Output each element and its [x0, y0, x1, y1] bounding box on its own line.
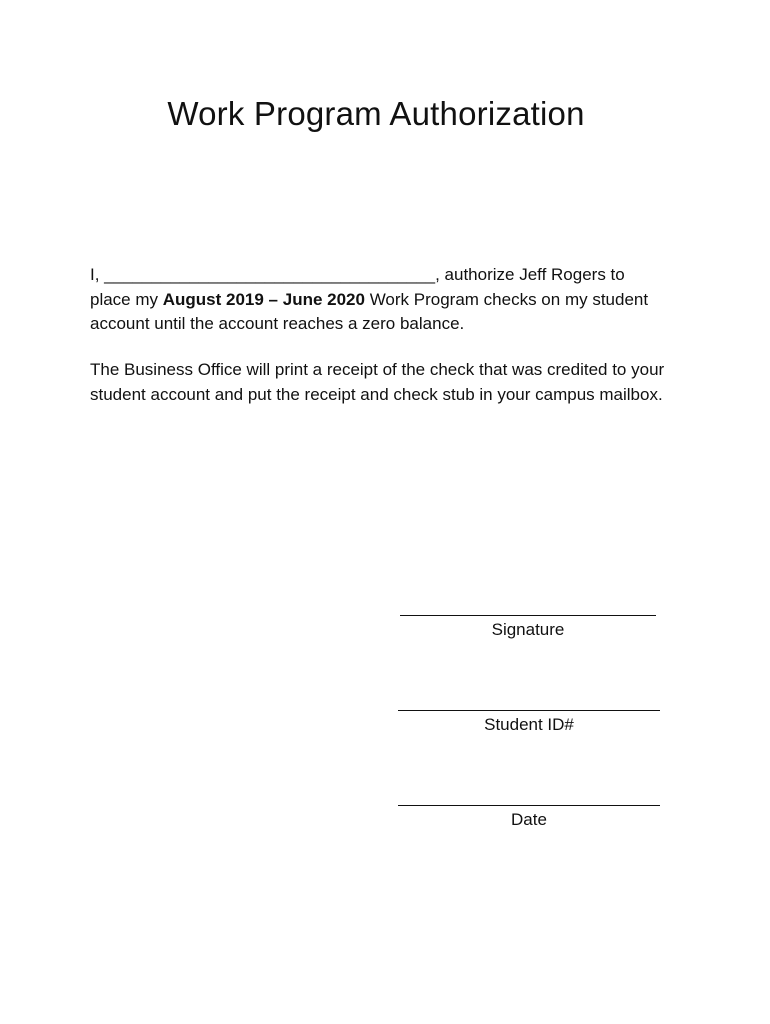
paragraph-after-blank: , authorize Jeff Rogers to place my: [90, 265, 625, 309]
signature-line[interactable]: [400, 615, 656, 616]
name-blank-line[interactable]: ___________________________________: [104, 265, 436, 284]
document-title: Work Program Authorization: [167, 95, 585, 132]
student-id-line[interactable]: [398, 710, 660, 711]
date-field: [398, 805, 660, 830]
date-line[interactable]: [398, 805, 660, 806]
signature-label: Signature: [491, 620, 565, 639]
authorization-paragraph: [90, 263, 665, 337]
date-label: Date: [511, 810, 547, 829]
student-id-field: [398, 710, 660, 735]
date-range-bold: August 2019 – June 2020: [162, 289, 365, 309]
student-id-label: Student ID#: [484, 715, 574, 734]
signature-field: [400, 615, 656, 640]
paragraph-prefix: I,: [90, 265, 105, 284]
paragraph-suffix: Work Program checks on my student account until the account reaches a zero balance.: [90, 289, 649, 333]
receipt-paragraph: The Business Office will print a receipt of the check that was credited to your student account and put the receipt and check stub in your campus mailbox.: [90, 360, 665, 404]
